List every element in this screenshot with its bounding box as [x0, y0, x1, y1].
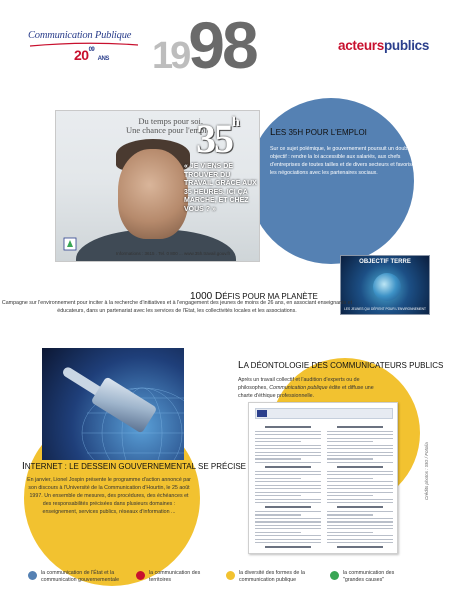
objectif-terre-title: OBJECTIF TERRE [359, 259, 411, 265]
legend-dot-green-icon [330, 571, 339, 580]
charter-text-line [255, 488, 321, 489]
republique-emblem-icon [63, 237, 77, 251]
charter-text-line [327, 542, 393, 543]
charter-text-line [265, 426, 311, 428]
legend-dot-blue-icon [28, 571, 37, 580]
charter-text-line [255, 481, 321, 482]
charter-text-line [255, 431, 321, 432]
charter-text-line [255, 542, 321, 543]
year-prefix: 19 [152, 35, 189, 77]
charter-text-line [255, 471, 321, 472]
charter-text-line [327, 502, 393, 503]
poster-tagline: Du temps pour soi. Une chance pour l'emploi. [126, 116, 216, 135]
35h-campaign-poster [55, 110, 260, 262]
charter-text-line [327, 492, 393, 493]
charter-left-column [255, 423, 321, 549]
1000-defis-section-title: 1000 DÉFIS POUR MA PLANÈTE [190, 291, 318, 302]
charter-text-line [255, 474, 321, 475]
charter-text-line [327, 495, 373, 496]
poster-person-face [118, 149, 188, 239]
charter-text-line [327, 445, 393, 446]
legend-dot-yellow-icon [226, 571, 235, 580]
charter-text-line [255, 492, 321, 493]
deontologie-section-title: LA DÉONTOLOGIE DES COMMUNICATEURS PUBLICS [238, 360, 444, 371]
charter-text-line [327, 485, 393, 486]
charter-text-line [337, 506, 383, 508]
charter-text-line [255, 445, 321, 446]
charter-text-line [327, 471, 393, 472]
charter-text-line [327, 528, 393, 529]
charter-text-line [265, 466, 311, 468]
poster-35h-number: 35$^h$ [196, 115, 238, 161]
charter-text-line [337, 546, 383, 548]
charter-text-line [327, 532, 373, 533]
charter-text-line [255, 438, 321, 439]
charter-logo-icon [257, 410, 267, 417]
charter-text-line [255, 458, 301, 459]
charter-text-line [255, 539, 321, 540]
charter-text-line [265, 506, 311, 508]
charter-text-line [327, 539, 393, 540]
charter-text-line [327, 499, 393, 500]
charter-text-line [265, 546, 311, 548]
charter-text-line [255, 514, 301, 515]
charter-text-line [255, 485, 321, 486]
charter-text-line [255, 525, 321, 526]
charter-text-line [255, 441, 301, 442]
legend-item-etat: la communication de l'État et la communication gouvernementale [28, 570, 128, 583]
internet-network-image [42, 348, 184, 460]
charter-text-line [255, 528, 321, 529]
charter-text-line [327, 452, 393, 453]
charter-text-line [255, 511, 321, 512]
communication-publique-logo [28, 30, 140, 76]
logo-anniversary-badge: $20^{09}$ ANS [74, 47, 109, 63]
35h-section-title: LES 35H POUR L'EMPLOI [270, 127, 367, 138]
charter-text-line [255, 532, 301, 533]
charter-text-line [255, 535, 321, 536]
deontologie-section-body: Après un travail collectif et l'audition d'experts ou de philosophes, Communication publique édite et diffuse une charte d'éthique professionnelle. [238, 377, 374, 399]
charter-text-line [327, 448, 393, 449]
charter-text-line [327, 474, 393, 475]
internet-section-body: En janvier, Lionel Jospin présente le programme d'action annoncé par son discours à l'Université de la Communication d'Hourtin, le 25 août 1997. Un ensemble de mesures, des procédures, des échéances et des responsabilités précisées dans plusieurs domaines : enseignement, services publics, réseaux d'information ... [27, 477, 191, 515]
charter-text-line [255, 452, 321, 453]
photo-credits: Crédits photos : SIG / Fotolia [424, 442, 429, 500]
1000-defis-section-body: Campagne sur l'environnement pour inciter à la recherche d'initiatives et à l'engagement des jeunes de moins de 26 ans, en associant enseignants et éducateurs, dans un partenariat avec les services de l'Etat, les collectivités locales et les associations. [1, 300, 353, 314]
35h-section-body: Sur ce sujet polémique, le gouvernement poursuit un double objectif : rendre la loi accessible aux salariés, aux chefs d'entreprises de toutes tailles et de divers secteurs et favoriser les négociations avec les partenaires sociaux. [270, 146, 417, 176]
year-heading [152, 8, 256, 82]
charter-header-bar [255, 408, 393, 419]
objectif-terre-footer: LES JEUNES QUI DÉFIENT POUR L'ENVIRONNEMENT [344, 307, 426, 311]
charter-text-line [327, 521, 393, 522]
charter-text-line [255, 448, 321, 449]
charter-text-line [327, 458, 373, 459]
charter-text-line [327, 525, 393, 526]
logo-script-text: Communication Publique [28, 30, 132, 41]
acteurs-publics-logo: acteurspublics [338, 38, 430, 53]
charter-text-line [255, 478, 301, 479]
charter-text-line [255, 455, 321, 456]
poster-quote: « JE VIENS DE TROUVER DU TRAVAIL GRÂCE AUX 35 HEURES. ICI ÇA MARCHE, ET CHEZ VOUS ? » [184, 163, 257, 213]
year-suffix: 98 [188, 8, 256, 82]
legend-dot-red-icon [136, 571, 145, 580]
charter-text-line [327, 431, 393, 432]
charter-text-line [255, 434, 321, 435]
charter-text-line [255, 495, 301, 496]
internet-section-title: INTERNET : LE DESSEIN GOUVERNEMENTAL SE PRÉCISE [22, 461, 247, 472]
poster-footer: Informations : 3615 . Tel. 0 800 ... www.35h.travail.gouv.fr [116, 251, 231, 256]
charter-text-line [255, 499, 321, 500]
charter-text-line [255, 518, 321, 519]
charter-right-column [327, 423, 393, 549]
charter-text-line [327, 434, 393, 435]
charter-text-line [327, 478, 373, 479]
charter-text-line [327, 488, 393, 489]
charter-text-line [327, 518, 393, 519]
charter-text-line [337, 426, 383, 428]
charter-text-line [337, 466, 383, 468]
charter-text-line [327, 438, 393, 439]
blue-circle-decor [248, 98, 414, 264]
charter-text-line [327, 481, 393, 482]
charter-text-line [255, 521, 321, 522]
color-legend [28, 570, 428, 592]
legend-item-diversite: la diversité des formes de la communication publique [226, 570, 316, 583]
ethics-charter-document [248, 402, 398, 554]
charter-text-line [327, 462, 393, 463]
globe-icon [373, 273, 401, 301]
charter-text-line [327, 455, 393, 456]
charter-text-line [255, 462, 321, 463]
charter-text-line [255, 502, 321, 503]
charter-text-line [327, 511, 393, 512]
legend-item-territoires: la communication des territoires [136, 570, 206, 583]
legend-item-grandes-causes: la communication des "grandes causes" [330, 570, 410, 583]
charter-text-line [327, 441, 373, 442]
charter-text-line [327, 514, 373, 515]
charter-text-line [327, 535, 393, 536]
